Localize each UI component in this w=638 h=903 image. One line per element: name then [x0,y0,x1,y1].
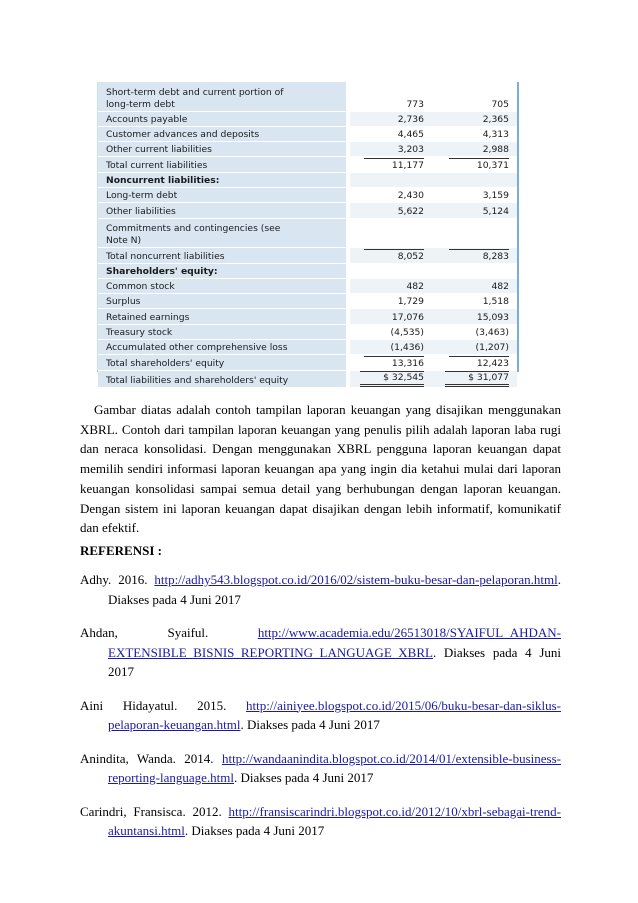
references-heading: REFERENSI : [80,543,162,558]
reference-link[interactable]: http://ainiyee.blogspot.co.id/2015/06/buku-besar-dan-siklus-pelaporan-keuangan.html [108,697,561,732]
reference-access-date: . Diakses pada 4 Juni 2017 [184,823,325,838]
value-current-year [348,370,432,387]
table-row [98,248,517,263]
value-current-year [348,203,432,218]
row-label [98,370,348,387]
reference-author: Anindita, Wanda. 2014. [80,750,222,766]
row-label [98,82,348,111]
cell-value: 2,736 [397,113,424,125]
cell-value: 3,159 [482,190,509,202]
table-row [98,111,517,126]
cell-value: 5,622 [397,205,424,217]
row-label [98,203,348,218]
value-current-year [348,82,432,111]
value-prior-year [432,263,517,278]
row-label [98,142,348,157]
reference-list [80,570,561,855]
value-prior-year [432,370,517,387]
cell-value: 773 [406,98,424,110]
balance-sheet-table [98,82,517,388]
reference-access-date: . Diakses pada 4 Juni 2017 [108,572,561,607]
value-prior-year [432,142,517,157]
row-label [98,172,348,187]
value-prior-year [432,278,517,293]
row-label-line: Noncurrent liabilities: [106,175,220,187]
row-label-line: Accumulated other comprehensive loss [106,342,288,354]
table-row [98,188,517,203]
value-current-year [348,188,432,203]
row-label-line: Customer advances and deposits [106,129,260,141]
reference-author: Carindri, Fransisca. 2012. [80,803,229,819]
row-label-line: Retained earnings [106,311,190,323]
row-label-line: Surplus [106,296,141,308]
table-row [98,172,517,187]
cell-value: (4,535) [390,327,424,339]
value-current-year [348,248,432,263]
reference-entry [80,570,561,609]
value-prior-year [432,111,517,126]
table-row [98,263,517,278]
row-label-line: Total shareholders' equity [106,357,225,369]
row-label [98,248,348,263]
cell-value: (1,207) [475,342,509,354]
value-current-year [348,340,432,355]
row-label-line: Accounts payable [106,113,188,125]
value-current-year [348,172,432,187]
value-prior-year [432,294,517,309]
row-label [98,294,348,309]
cell-value: 4,465 [397,129,424,141]
reference-link[interactable]: http://fransiscarindri.blogspot.co.id/2012/10/xbrl-sebagai-trend-akuntansi.html [108,803,561,838]
value-prior-year [432,188,517,203]
balance-sheet-image [97,82,519,386]
row-label [98,355,348,370]
reference-author: Adhy. 2016. [80,572,155,587]
row-label [98,309,348,324]
cell-value: 15,093 [476,311,509,323]
cell-value: 482 [491,281,509,293]
row-label-line: Total noncurrent liabilities [106,250,225,262]
cell-value: (3,463) [475,327,509,339]
cell-value: 13,316 [364,356,424,370]
reference-access-date: . Diakses pada 4 Juni 2017 [234,770,374,785]
row-label-line: Long-term debt [106,190,178,202]
reference-entry [80,749,561,788]
table-row [98,278,517,293]
table-row [98,324,517,339]
row-label [98,111,348,126]
reference-entry [80,696,561,735]
value-prior-year [432,309,517,324]
row-label-line: Commitments and contingencies (see [106,223,281,235]
value-current-year [348,111,432,126]
value-prior-year [432,248,517,263]
reference-entry [80,802,561,841]
cell-value: 8,052 [364,249,424,263]
cell-value: 5,124 [482,205,509,217]
table-row [98,126,517,141]
row-label-line: Shareholders' equity: [106,265,218,277]
value-prior-year [432,203,517,218]
table-row [98,82,517,111]
row-label [98,263,348,278]
value-current-year [348,278,432,293]
table-row [98,294,517,309]
value-prior-year [432,82,517,111]
cell-value: 10,371 [449,158,509,172]
cell-value: 2,365 [482,113,509,125]
row-label-line: Short-term debt and current portion of [106,86,284,98]
row-label-line: long-term debt [106,98,175,110]
row-label-line: Note N) [106,235,142,247]
row-label-line: Total liabilities and shareholders' equity [106,374,289,386]
cell-value: (1,436) [390,342,424,354]
value-current-year [348,324,432,339]
value-current-year [348,142,432,157]
value-current-year [348,157,432,172]
value-current-year [348,294,432,309]
value-prior-year [432,172,517,187]
value-current-year [348,126,432,141]
cell-value: 8,283 [449,249,509,263]
cell-value: $ 32,545 [360,371,424,387]
value-prior-year [432,324,517,339]
row-label [98,188,348,203]
cell-value: $ 31,077 [445,371,509,387]
row-label [98,218,348,248]
reference-author: Ahdan, Syaiful. [80,625,258,640]
row-label-line: Other current liabilities [106,144,212,156]
cell-value: 4,313 [482,129,509,141]
value-current-year [348,218,432,248]
value-prior-year [432,355,517,370]
reference-author: Aini Hidayatul. 2015. [80,697,247,713]
row-label-line: Total current liabilities [106,159,208,171]
cell-value: 2,430 [397,190,424,202]
cell-value: 482 [406,281,424,293]
table-row [98,142,517,157]
table-row [98,370,517,387]
row-label [98,157,348,172]
table-row [98,203,517,218]
value-current-year [348,309,432,324]
reference-access-date: . Diakses pada 4 Juni 2017 [240,717,380,732]
reference-link[interactable]: http://wandaanindita.blogspot.co.id/2014/01/extensible-business-reporting-language.html [108,750,561,785]
row-label [98,324,348,339]
value-prior-year [432,126,517,141]
cell-value: 1,729 [397,296,424,308]
table-row [98,340,517,355]
row-label-line: Common stock [106,281,175,293]
table-row [98,218,517,248]
cell-value: 11,177 [364,158,424,172]
row-label-line: Treasury stock [106,327,173,339]
row-label [98,126,348,141]
cell-value: 705 [491,98,509,110]
value-prior-year [432,340,517,355]
table-row [98,157,517,172]
reference-link[interactable]: http://www.academia.edu/26513018/SYAIFUL_AHDAN-EXTENSIBLE_BISNIS_REPORTING_LANGUAGE_XBRL [108,625,561,660]
cell-value: 17,076 [391,311,424,323]
table-row [98,309,517,324]
cell-value: 1,518 [482,296,509,308]
value-current-year [348,263,432,278]
value-current-year [348,355,432,370]
reference-access-date: . Diakses pada 4 Juni 2017 [108,644,561,679]
cell-value: 3,203 [397,144,424,156]
reference-link[interactable]: http://adhy543.blogspot.co.id/2016/02/sistem-buku-besar-dan-pelaporan.html [154,572,558,587]
table-row [98,355,517,370]
row-label [98,278,348,293]
reference-entry [80,623,561,682]
row-label [98,340,348,355]
cell-value: 12,423 [449,356,509,370]
value-prior-year [432,157,517,172]
value-prior-year [432,218,517,248]
cell-value: 2,988 [482,144,509,156]
body-paragraph: Gambar diatas adalah contoh tampilan laporan keuangan yang disajikan menggunakan XBRL. Contoh dari tampilan laporan keuangan yang penulis pilih adalah laporan laba rugi dan neraca konsolidasi. Dengan menggunakan XBRL pengguna laporan keuangan dapat memilih sendiri informasi laporan keuangan apa yang ingin dia ketahui mulai dari laporan keuangan konsolidasi sampai semua detail yang berhubungan dengan laporan keuangan. Dengan sistem ini laporan keuangan dapat disajikan dengan lebih informatif, komunikatif dan efektif. [80,402,561,536]
row-label-line: Other liabilities [106,205,176,217]
